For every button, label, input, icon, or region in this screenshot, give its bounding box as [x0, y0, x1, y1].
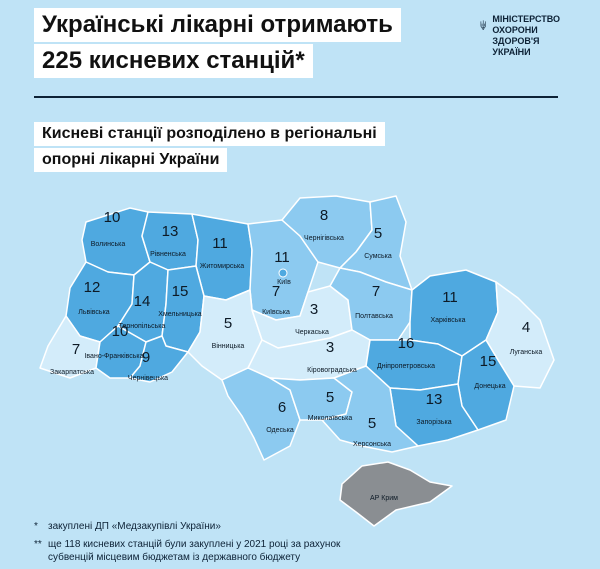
region-crimea: [340, 462, 452, 526]
region-name-volyn: Волинська: [90, 241, 126, 248]
region-name-ivano-frankivsk: Івано-Франківська: [84, 353, 144, 360]
region-count-chernihiv: 8: [319, 207, 329, 224]
region-name-khmelnytskyi: Хмельницька: [158, 311, 202, 318]
title-line-2: 225 кисневих станцій*: [34, 44, 313, 78]
region-count-ternopil: 14: [133, 293, 151, 310]
region-name-mykolaiv: Миколаївська: [307, 415, 353, 422]
ministry-line-2: ОХОРОНИ: [492, 25, 538, 35]
region-name-kirovohrad: Кіровоградська: [307, 367, 357, 374]
ministry-line-1: МІНІСТЕРСТВО: [492, 14, 560, 24]
region-name-kherson: Херсонська: [352, 441, 392, 448]
region-count-dnipro: 16: [397, 335, 415, 352]
region-count-zaporizhzhia: 13: [425, 391, 443, 408]
ministry-line-3: ЗДОРОВ'Я: [492, 36, 540, 46]
region-rivne: [142, 212, 198, 270]
footnote-2: [34, 538, 340, 564]
region-count-khmelnytskyi: 15: [171, 283, 189, 300]
region-name-poltava: Полтавська: [355, 313, 393, 320]
region-count-cherkasy: 3: [309, 301, 319, 318]
region-name-zhytomyr: Житомирська: [199, 263, 245, 270]
footnote-1-text: закуплені ДП «Медзакупівлі України»: [48, 521, 221, 532]
footnote-2-mark: **: [34, 539, 42, 550]
region-name-kharkiv: Харківська: [430, 317, 466, 324]
region-name-ternopil: Тернопільська: [118, 323, 166, 330]
region-count-zakarpattia: 7: [71, 341, 81, 358]
region-name-vinnytsia: Вінницька: [211, 343, 245, 350]
region-name-kyiv-oblast: Київська: [262, 309, 290, 316]
region-name-odesa: Одеська: [266, 427, 294, 434]
region-name-crimea: АР Крим: [370, 495, 398, 502]
subtitle-line-1: Кисневі станції розподілено в регіональні: [34, 122, 385, 146]
subtitle-line-2: опорні лікарні України: [34, 148, 227, 172]
region-count-volyn: 10: [103, 209, 121, 226]
region-count-sumy: 5: [373, 225, 383, 242]
region-count-luhansk: 4: [521, 319, 531, 336]
region-count-ivano-frankivsk: 10: [111, 323, 129, 340]
title-line-1: Українські лікарні отримають: [34, 8, 401, 42]
footnote-1: [34, 520, 221, 533]
region-count-donetsk: 15: [479, 353, 497, 370]
region-name-chernihiv: Чернігівська: [304, 235, 344, 242]
region-count-mykolaiv: 5: [325, 389, 335, 406]
region-name-kyiv-city: Київ: [277, 279, 291, 286]
region-name-donetsk: Донецька: [474, 383, 506, 390]
region-count-poltava: 7: [371, 283, 381, 300]
region-count-lviv: 12: [83, 279, 101, 296]
region-count-kirovohrad: 3: [325, 339, 335, 356]
region-name-lviv: Львівська: [78, 309, 110, 316]
region-count-chernivtsi: 9: [141, 349, 151, 366]
region-name-dnipro: Дніпропетровська: [376, 363, 436, 370]
region-count-rivne: 13: [161, 223, 179, 240]
region-count-vinnytsia: 5: [223, 315, 233, 332]
region-name-sumy: Сумська: [364, 253, 392, 260]
footnote-2-text-line-2: субвенцій місцевим бюджетам із державного бюджету: [48, 552, 301, 563]
footnote-1-mark: *: [34, 521, 38, 532]
region-name-zakarpattia: Закарпатська: [49, 369, 95, 376]
region-name-cherkasy: Черкаська: [295, 329, 329, 336]
ministry-line-4: УКРАЇНИ: [492, 47, 531, 57]
region-count-kherson: 5: [367, 415, 377, 432]
region-count-kyiv-oblast: 7: [271, 283, 281, 300]
footnote-2-text-line-1: ще 118 кисневих станцій були закуплені у 2021 році за рахунок: [48, 539, 341, 550]
region-name-chernivtsi: Чернівецька: [127, 375, 169, 382]
region-name-luhansk: Луганська: [509, 349, 543, 356]
region-count-kharkiv: 11: [442, 289, 458, 306]
region-name-rivne: Рівненська: [150, 251, 186, 258]
region-name-zaporizhzhia: Запорізька: [416, 419, 452, 426]
region-count-odesa: 6: [277, 399, 287, 416]
region-count-zhytomyr: 11: [212, 235, 228, 252]
kyiv-city-marker: [279, 269, 287, 277]
region-count-kyiv-city: 11: [274, 249, 290, 266]
